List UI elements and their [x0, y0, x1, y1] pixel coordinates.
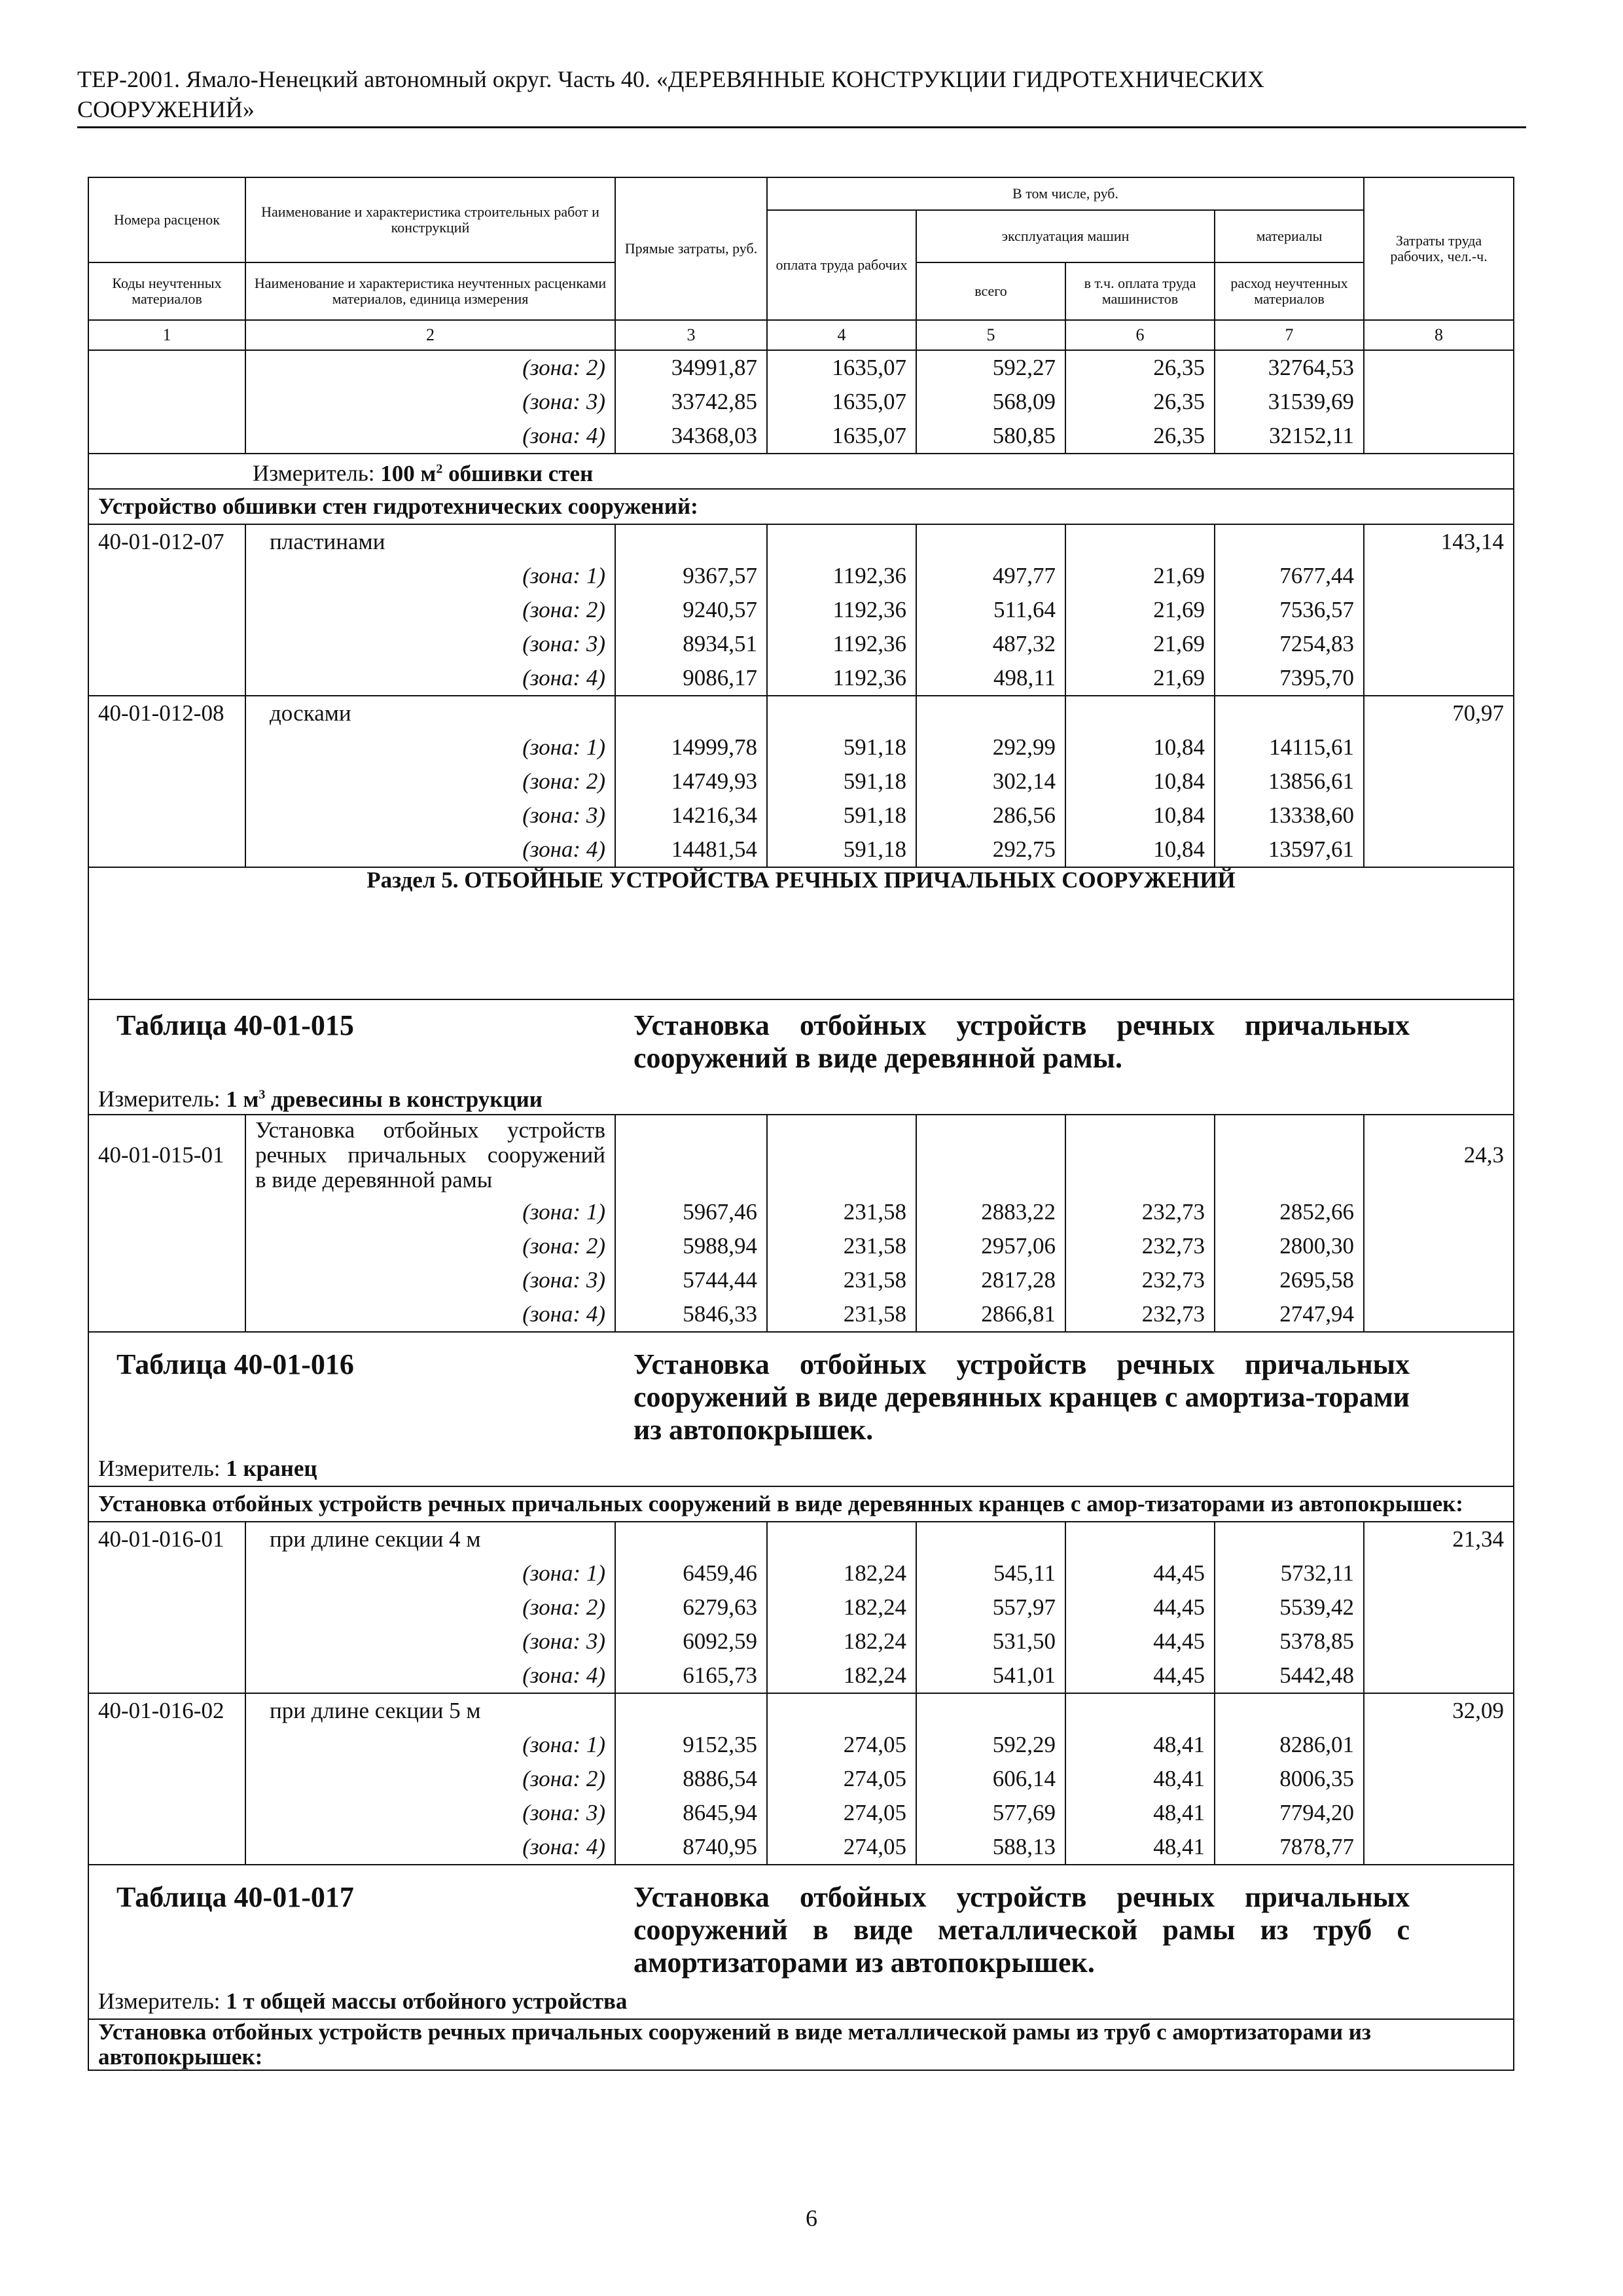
value-cell: 6459,46	[615, 1556, 767, 1590]
value-cell: 13597,61	[1215, 833, 1364, 867]
zone-label: (зона: 2)	[245, 1229, 615, 1263]
zone-label: (зона: 2)	[245, 764, 615, 798]
table-row	[88, 350, 1514, 385]
page-number: 6	[806, 2205, 817, 2231]
work-name: пластинами	[245, 524, 615, 559]
labor-cost: 32,09	[1364, 1693, 1514, 1728]
value-cell: 7536,57	[1215, 593, 1364, 627]
measure-row	[88, 1984, 1514, 2019]
table-row	[88, 1522, 1514, 1556]
value-cell: 26,35	[1065, 419, 1215, 454]
value-cell: 231,58	[767, 1195, 916, 1229]
zone-label: (зона: 2)	[245, 1762, 615, 1796]
col-num: 1	[88, 320, 245, 350]
table-row	[88, 1556, 1514, 1590]
value-cell: 9152,35	[615, 1728, 767, 1762]
zone-label: (зона: 2)	[245, 350, 615, 385]
value-cell: 44,45	[1065, 1659, 1215, 1693]
measure-row	[88, 1452, 1514, 1486]
group-caption: Установка отбойных устройств речных причальных сооружений в виде деревянных кранцев с амор-тизаторами из автопокрышек:	[88, 1486, 1514, 1522]
value-cell: 7794,20	[1215, 1796, 1364, 1830]
col-num: 6	[1065, 320, 1215, 350]
rate-code: 40-01-015-01	[88, 1115, 245, 1195]
rate-code: 40-01-016-01	[88, 1522, 245, 1556]
value-cell: 7254,83	[1215, 627, 1364, 661]
table-row	[88, 1263, 1514, 1297]
table-title-block	[98, 1865, 1504, 1984]
value-cell: 545,11	[916, 1556, 1065, 1590]
value-cell: 2695,58	[1215, 1263, 1364, 1297]
value-cell: 48,41	[1065, 1796, 1215, 1830]
value-cell: 487,32	[916, 627, 1065, 661]
value-cell: 231,58	[767, 1297, 916, 1332]
value-cell: 1192,36	[767, 627, 916, 661]
value-cell: 13338,60	[1215, 798, 1364, 833]
value-cell: 1635,07	[767, 350, 916, 385]
zone-label: (зона: 1)	[245, 1195, 615, 1229]
value-cell: 606,14	[916, 1762, 1065, 1796]
hdr-direct-costs: Прямые затраты, руб.	[615, 177, 767, 320]
col-num: 8	[1364, 320, 1514, 350]
value-cell: 2866,81	[916, 1297, 1065, 1332]
measure-unit: Измеритель: 1 т общей массы отбойного устройства	[88, 1984, 1514, 2019]
value-cell: 292,99	[916, 730, 1065, 764]
value-cell: 10,84	[1065, 798, 1215, 833]
work-name: при длине секции 5 м	[245, 1693, 615, 1728]
hdr-labor: Затраты труда рабочих, чел.-ч.	[1364, 177, 1514, 320]
value-cell: 274,05	[767, 1728, 916, 1762]
work-name: досками	[245, 696, 615, 730]
caption-row	[88, 489, 1514, 524]
value-cell: 8886,54	[615, 1762, 767, 1796]
rate-code: 40-01-012-08	[88, 696, 245, 730]
value-cell: 1192,36	[767, 661, 916, 696]
value-cell: 33742,85	[615, 385, 767, 419]
table-title-block	[98, 1333, 1504, 1452]
value-cell: 48,41	[1065, 1830, 1215, 1865]
zone-label: (зона: 1)	[245, 1556, 615, 1590]
table-row	[88, 1624, 1514, 1659]
table-title: Установка отбойных устройств речных причальных сооружений в виде деревянных кранцев с амортиза-торами из автопокрышек.	[633, 1348, 1410, 1446]
value-cell: 2883,22	[916, 1195, 1065, 1229]
value-cell: 9086,17	[615, 661, 767, 696]
value-cell: 34368,03	[615, 419, 767, 454]
value-cell: 5539,42	[1215, 1590, 1364, 1624]
value-cell: 5846,33	[615, 1297, 767, 1332]
value-cell: 588,13	[916, 1830, 1065, 1865]
value-cell: 44,45	[1065, 1624, 1215, 1659]
rate-code: 40-01-016-02	[88, 1693, 245, 1728]
measure-unit: Измеритель: 100 $м^2$ обшивки стен	[88, 454, 1514, 489]
value-cell: 32764,53	[1215, 350, 1364, 385]
value-cell: 14115,61	[1215, 730, 1364, 764]
measure-unit: Измеритель: 1 $м^3$ древесины в конструкции	[88, 1080, 1514, 1115]
zone-label: (зона: 3)	[245, 1624, 615, 1659]
value-cell: 577,69	[916, 1796, 1065, 1830]
header-row-1	[88, 177, 1514, 210]
zone-label: (зона: 3)	[245, 798, 615, 833]
value-cell: 2817,28	[916, 1263, 1065, 1297]
hdr-operators-wages: в т.ч. оплата труда машинистов	[1065, 262, 1215, 320]
caption-row	[88, 2019, 1514, 2070]
table-row	[88, 661, 1514, 696]
value-cell: 592,29	[916, 1728, 1065, 1762]
table-row	[88, 1830, 1514, 1865]
table-row	[88, 593, 1514, 627]
table-row	[88, 385, 1514, 419]
value-cell: 44,45	[1065, 1590, 1215, 1624]
section-row	[88, 867, 1514, 999]
value-cell: 26,35	[1065, 385, 1215, 419]
value-cell: 591,18	[767, 730, 916, 764]
work-name: при длине секции 4 м	[245, 1522, 615, 1556]
value-cell: 592,27	[916, 350, 1065, 385]
zone-label: (зона: 2)	[245, 1590, 615, 1624]
value-cell: 21,69	[1065, 627, 1215, 661]
table-row	[88, 696, 1514, 730]
col-num: 7	[1215, 320, 1364, 350]
value-cell: 182,24	[767, 1659, 916, 1693]
price-table	[88, 177, 1514, 2071]
table-title-block	[98, 1000, 1504, 1080]
measure-unit: Измеритель: 1 кранец	[88, 1452, 1514, 1486]
value-cell: 497,77	[916, 559, 1065, 593]
table-row	[88, 1762, 1514, 1796]
value-cell: 14749,93	[615, 764, 767, 798]
value-cell: 5988,94	[615, 1229, 767, 1263]
value-cell: 580,85	[916, 419, 1065, 454]
column-numbers-row	[88, 320, 1514, 350]
table-row	[88, 1590, 1514, 1624]
zone-label: (зона: 4)	[245, 661, 615, 696]
table-row	[88, 524, 1514, 559]
zone-label: (зона: 3)	[245, 385, 615, 419]
measure-row	[88, 454, 1514, 489]
value-cell: 1635,07	[767, 385, 916, 419]
value-cell: 5378,85	[1215, 1624, 1364, 1659]
table-row	[88, 559, 1514, 593]
value-cell: 557,97	[916, 1590, 1065, 1624]
value-cell: 5967,46	[615, 1195, 767, 1229]
value-cell: 48,41	[1065, 1762, 1215, 1796]
value-cell: 232,73	[1065, 1297, 1215, 1332]
hdr-materials: материалы	[1215, 210, 1364, 262]
zone-label: (зона: 1)	[245, 559, 615, 593]
hdr-col2-top: Наименование и характеристика строительных работ и конструкций	[245, 177, 615, 262]
value-cell: 2957,06	[916, 1229, 1065, 1263]
zone-label: (зона: 4)	[245, 419, 615, 454]
group-caption: Устройство обшивки стен гидротехнических сооружений:	[88, 489, 1514, 524]
value-cell: 8006,35	[1215, 1762, 1364, 1796]
value-cell: 531,50	[916, 1624, 1065, 1659]
value-cell: 591,18	[767, 833, 916, 867]
table-row	[88, 419, 1514, 454]
value-cell: 1635,07	[767, 419, 916, 454]
value-cell: 274,05	[767, 1830, 916, 1865]
table-title-row	[88, 999, 1514, 1080]
value-cell: 31539,69	[1215, 385, 1364, 419]
value-cell: 44,45	[1065, 1556, 1215, 1590]
value-cell: 231,58	[767, 1263, 916, 1297]
value-cell: 34991,87	[615, 350, 767, 385]
value-cell: 232,73	[1065, 1229, 1215, 1263]
col-num: 4	[767, 320, 916, 350]
value-cell: 541,01	[916, 1659, 1065, 1693]
table-title: Установка отбойных устройств речных причальных сооружений в виде металлической рамы из труб с амортизаторами из автопокрышек.	[633, 1881, 1410, 1979]
rate-code: 40-01-012-07	[88, 524, 245, 559]
measure-row	[88, 1080, 1514, 1115]
value-cell: 232,73	[1065, 1263, 1215, 1297]
table-number: Таблица 40-01-017	[116, 1881, 354, 1913]
hdr-col2-bottom: Наименование и характеристика неучтенных расценками материалов, единица измерения	[245, 262, 615, 320]
value-cell: 10,84	[1065, 730, 1215, 764]
value-cell: 7395,70	[1215, 661, 1364, 696]
table-row	[88, 627, 1514, 661]
table-row	[88, 1728, 1514, 1762]
value-cell: 8286,01	[1215, 1728, 1364, 1762]
zone-label: (зона: 1)	[245, 1728, 615, 1762]
table-row	[88, 730, 1514, 764]
value-cell: 7878,77	[1215, 1830, 1364, 1865]
table-row	[88, 764, 1514, 798]
value-cell: 7677,44	[1215, 559, 1364, 593]
value-cell: 10,84	[1065, 833, 1215, 867]
hdr-col1-top: Номера расценок	[88, 177, 245, 262]
zone-label: (зона: 4)	[245, 833, 615, 867]
value-cell: 511,64	[916, 593, 1065, 627]
value-cell: 274,05	[767, 1762, 916, 1796]
value-cell: 2747,94	[1215, 1297, 1364, 1332]
value-cell: 8645,94	[615, 1796, 767, 1830]
labor-cost: 21,34	[1364, 1522, 1514, 1556]
table-row	[88, 1693, 1514, 1728]
caption-row	[88, 1486, 1514, 1522]
zone-label: (зона: 3)	[245, 1796, 615, 1830]
labor-cost: 143,14	[1364, 524, 1514, 559]
value-cell: 591,18	[767, 798, 916, 833]
value-cell: 5744,44	[615, 1263, 767, 1297]
labor-cost: 70,97	[1364, 696, 1514, 730]
labor-cost: 24,3	[1364, 1115, 1514, 1195]
value-cell: 6165,73	[615, 1659, 767, 1693]
section-heading: Раздел 5. ОТБОЙНЫЕ УСТРОЙСТВА РЕЧНЫХ ПРИЧАЛЬНЫХ СООРУЖЕНИЙ	[88, 867, 1514, 999]
value-cell: 8740,95	[615, 1830, 767, 1865]
table-row	[88, 1796, 1514, 1830]
value-cell: 5732,11	[1215, 1556, 1364, 1590]
value-cell: 14999,78	[615, 730, 767, 764]
zone-label: (зона: 3)	[245, 627, 615, 661]
table-row	[88, 798, 1514, 833]
value-cell: 9367,57	[615, 559, 767, 593]
value-cell: 568,09	[916, 385, 1065, 419]
value-cell: 9240,57	[615, 593, 767, 627]
value-cell: 2852,66	[1215, 1195, 1364, 1229]
value-cell: 292,75	[916, 833, 1065, 867]
zone-label: (зона: 3)	[245, 1263, 615, 1297]
value-cell: 591,18	[767, 764, 916, 798]
value-cell: 8934,51	[615, 627, 767, 661]
table-row	[88, 1297, 1514, 1332]
value-cell: 13856,61	[1215, 764, 1364, 798]
value-cell: 232,73	[1065, 1195, 1215, 1229]
zone-label: (зона: 4)	[245, 1297, 615, 1332]
table-number: Таблица 40-01-015	[116, 1009, 354, 1041]
table-title-row	[88, 1865, 1514, 1984]
group-caption: Установка отбойных устройств речных причальных сооружений в виде металлической рамы из труб с амортизаторами из автопокрышек:	[88, 2019, 1514, 2070]
value-cell: 48,41	[1065, 1728, 1215, 1762]
table-row	[88, 1195, 1514, 1229]
value-cell: 498,11	[916, 661, 1065, 696]
col-num: 5	[916, 320, 1065, 350]
running-header	[77, 64, 1526, 124]
zone-label: (зона: 1)	[245, 730, 615, 764]
zone-label: (зона: 2)	[245, 593, 615, 627]
value-cell: 231,58	[767, 1229, 916, 1263]
running-header-line2: СООРУЖЕНИЙ»	[77, 96, 255, 122]
value-cell: 302,14	[916, 764, 1065, 798]
value-cell: 286,56	[916, 798, 1065, 833]
work-name: Установка отбойных устройств речных причальных сооружений в виде деревянной рамы	[245, 1115, 615, 1195]
value-cell: 32152,11	[1215, 419, 1364, 454]
value-cell: 10,84	[1065, 764, 1215, 798]
hdr-col1-bottom: Коды неучтенных материалов	[88, 262, 245, 320]
table-number: Таблица 40-01-016	[116, 1348, 354, 1380]
value-cell: 182,24	[767, 1624, 916, 1659]
header-rule	[77, 126, 1526, 128]
value-cell: 21,69	[1065, 593, 1215, 627]
running-header-line1: ТЕР-2001. Ямало-Ненецкий автономный округ. Часть 40. «ДЕРЕВЯННЫЕ КОНСТРУКЦИИ ГИДРОТЕХНИЧЕСКИХ	[77, 66, 1265, 92]
value-cell: 26,35	[1065, 350, 1215, 385]
value-cell: 1192,36	[767, 593, 916, 627]
value-cell: 6279,63	[615, 1590, 767, 1624]
value-cell: 2800,30	[1215, 1229, 1364, 1263]
value-cell: 14481,54	[615, 833, 767, 867]
table-row	[88, 1659, 1514, 1693]
value-cell: 21,69	[1065, 661, 1215, 696]
table-title-row	[88, 1332, 1514, 1452]
zone-label: (зона: 4)	[245, 1659, 615, 1693]
value-cell: 1192,36	[767, 559, 916, 593]
value-cell: 274,05	[767, 1796, 916, 1830]
value-cell: 5442,48	[1215, 1659, 1364, 1693]
value-cell: 6092,59	[615, 1624, 767, 1659]
table-row	[88, 1229, 1514, 1263]
value-cell: 182,24	[767, 1556, 916, 1590]
col-num: 2	[245, 320, 615, 350]
hdr-wages: оплата труда рабочих	[767, 210, 916, 320]
table-row	[88, 833, 1514, 867]
zone-label: (зона: 4)	[245, 1830, 615, 1865]
table-title: Установка отбойных устройств речных причальных сооружений в виде деревянной рамы.	[633, 1009, 1410, 1074]
value-cell: 14216,34	[615, 798, 767, 833]
hdr-machines-total: всего	[916, 262, 1065, 320]
value-cell: 21,69	[1065, 559, 1215, 593]
table-row	[88, 1115, 1514, 1195]
hdr-machines: эксплуатация машин	[916, 210, 1215, 262]
value-cell: 182,24	[767, 1590, 916, 1624]
hdr-group: В том числе, руб.	[767, 177, 1364, 210]
col-num: 3	[615, 320, 767, 350]
hdr-unaccounted-materials: расход неучтенных материалов	[1215, 262, 1364, 320]
